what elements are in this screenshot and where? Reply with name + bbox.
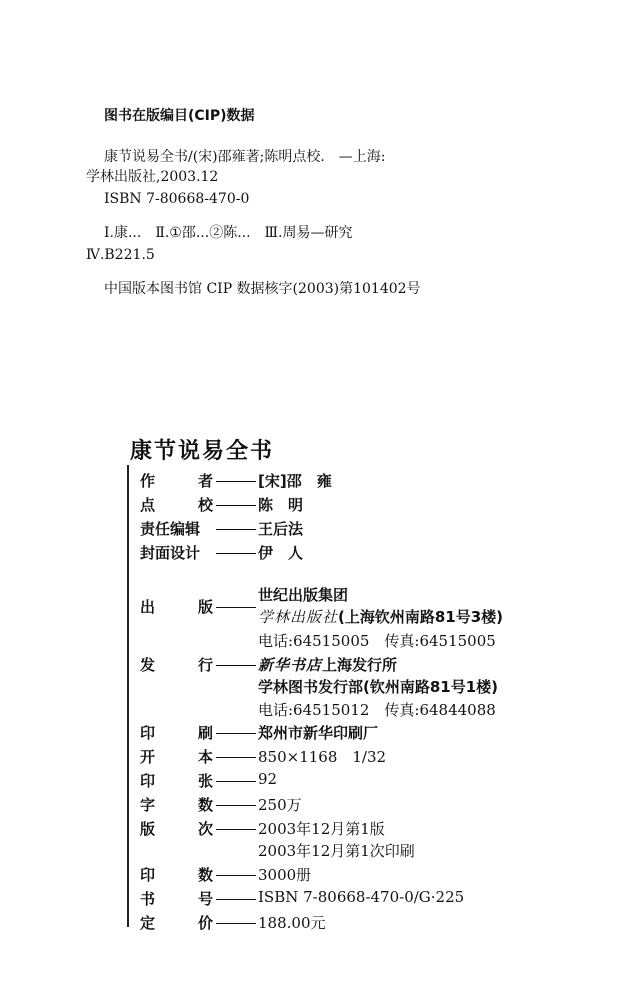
credit-label: 责任编辑: [140, 520, 201, 538]
cip-line-4: Ⅰ.康... Ⅱ.①邵...②陈... Ⅲ.周易—研究: [104, 225, 353, 241]
distributor-office: 上海发行所: [322, 656, 398, 674]
publisher-label-a: 出: [140, 598, 156, 616]
spec-label-a: 字: [140, 796, 156, 814]
dash-rule: [216, 899, 256, 900]
xinhua-logotype: 新华书店: [258, 656, 323, 674]
dash-rule: [216, 665, 256, 666]
credit-label-a: 作: [140, 472, 156, 490]
cip-line-2: 学林出版社,2003.12: [86, 169, 219, 185]
credit-value: [宋]邵 雍: [258, 472, 332, 490]
spec-value-printing: 2003年12月第1次印刷: [258, 842, 415, 860]
distributor-line-1: [258, 654, 397, 675]
spec-label-a: 定: [140, 914, 156, 932]
credit-label-a: 点: [140, 496, 156, 514]
spec-label-b: 张: [198, 772, 214, 790]
spec-label-b: 数: [198, 866, 214, 884]
spec-value: 3000册: [258, 866, 312, 884]
spec-label-b: 次: [198, 820, 214, 838]
publisher-address-text: (上海钦州南路81号3楼): [338, 608, 504, 626]
spec-value: 2003年12月第1版: [258, 820, 385, 838]
publisher-imprint-logotype: 学林出版社: [258, 608, 339, 626]
dash-rule: [216, 553, 256, 554]
credit-label-b: 校: [198, 496, 214, 514]
credit-value: 王后法: [258, 520, 304, 538]
dash-rule: [216, 757, 256, 758]
spec-label-a: 书: [140, 890, 156, 908]
spec-value: 850×1168 1/32: [258, 748, 387, 766]
dash-rule: [216, 481, 256, 482]
spec-label-a: 开: [140, 748, 156, 766]
spec-label-a: 印: [140, 772, 156, 790]
dash-rule: [216, 829, 256, 830]
spec-label-a: 印: [140, 866, 156, 884]
left-rule: [127, 465, 129, 927]
book-title: 康节说易全书: [130, 439, 275, 464]
cip-line-3: ISBN 7-80668-470-0: [104, 191, 250, 207]
distributor-phone: 电话:64515012 传真:64844088: [258, 701, 496, 719]
dash-rule: [216, 781, 256, 782]
distributor-line-2: 学林图书发行部(钦州南路81号1楼): [258, 678, 499, 696]
credit-value: 伊 人: [258, 544, 304, 562]
spec-label-b: 号: [198, 890, 214, 908]
spec-value: 250万: [258, 796, 302, 814]
spec-value: 郑州市新华印刷厂: [258, 724, 379, 742]
spec-label-b: 价: [198, 914, 214, 932]
spec-label-a: 印: [140, 724, 156, 742]
spec-label-b: 本: [198, 748, 214, 766]
cip-heading: 图书在版编目(CIP)数据: [104, 108, 255, 124]
spec-label-b: 刷: [198, 724, 214, 742]
distributor-label-a: 发: [140, 656, 156, 674]
distributor-label-b: 行: [198, 656, 214, 674]
dash-rule: [216, 733, 256, 734]
dash-rule: [216, 607, 256, 608]
cip-line-1: 康节说易全书/(宋)邵雍著;陈明点校. —上海:: [104, 149, 386, 165]
spec-label-a: 版: [140, 820, 156, 838]
dash-rule: [216, 529, 256, 530]
dash-rule: [216, 805, 256, 806]
publisher-label-b: 版: [198, 598, 214, 616]
credit-value: 陈 明: [258, 496, 304, 514]
cip-line-5: Ⅳ.B221.5: [86, 247, 155, 263]
dash-rule: [216, 875, 256, 876]
spec-value: ISBN 7-80668-470-0/G·225: [258, 888, 465, 906]
spec-value: 92: [258, 770, 278, 788]
spec-label-b: 数: [198, 796, 214, 814]
publisher-phone: 电话:64515005 传真:64515005: [258, 632, 496, 650]
cip-line-6: 中国版本图书馆 CIP 数据核字(2003)第101402号: [104, 281, 421, 297]
publisher-address: [258, 606, 503, 627]
spec-value: 188.00元: [258, 914, 326, 932]
credit-label: 封面设计: [140, 544, 201, 562]
dash-rule: [216, 505, 256, 506]
credit-label-b: 者: [198, 472, 214, 490]
publisher-group: 世纪出版集团: [258, 586, 349, 604]
dash-rule: [216, 923, 256, 924]
